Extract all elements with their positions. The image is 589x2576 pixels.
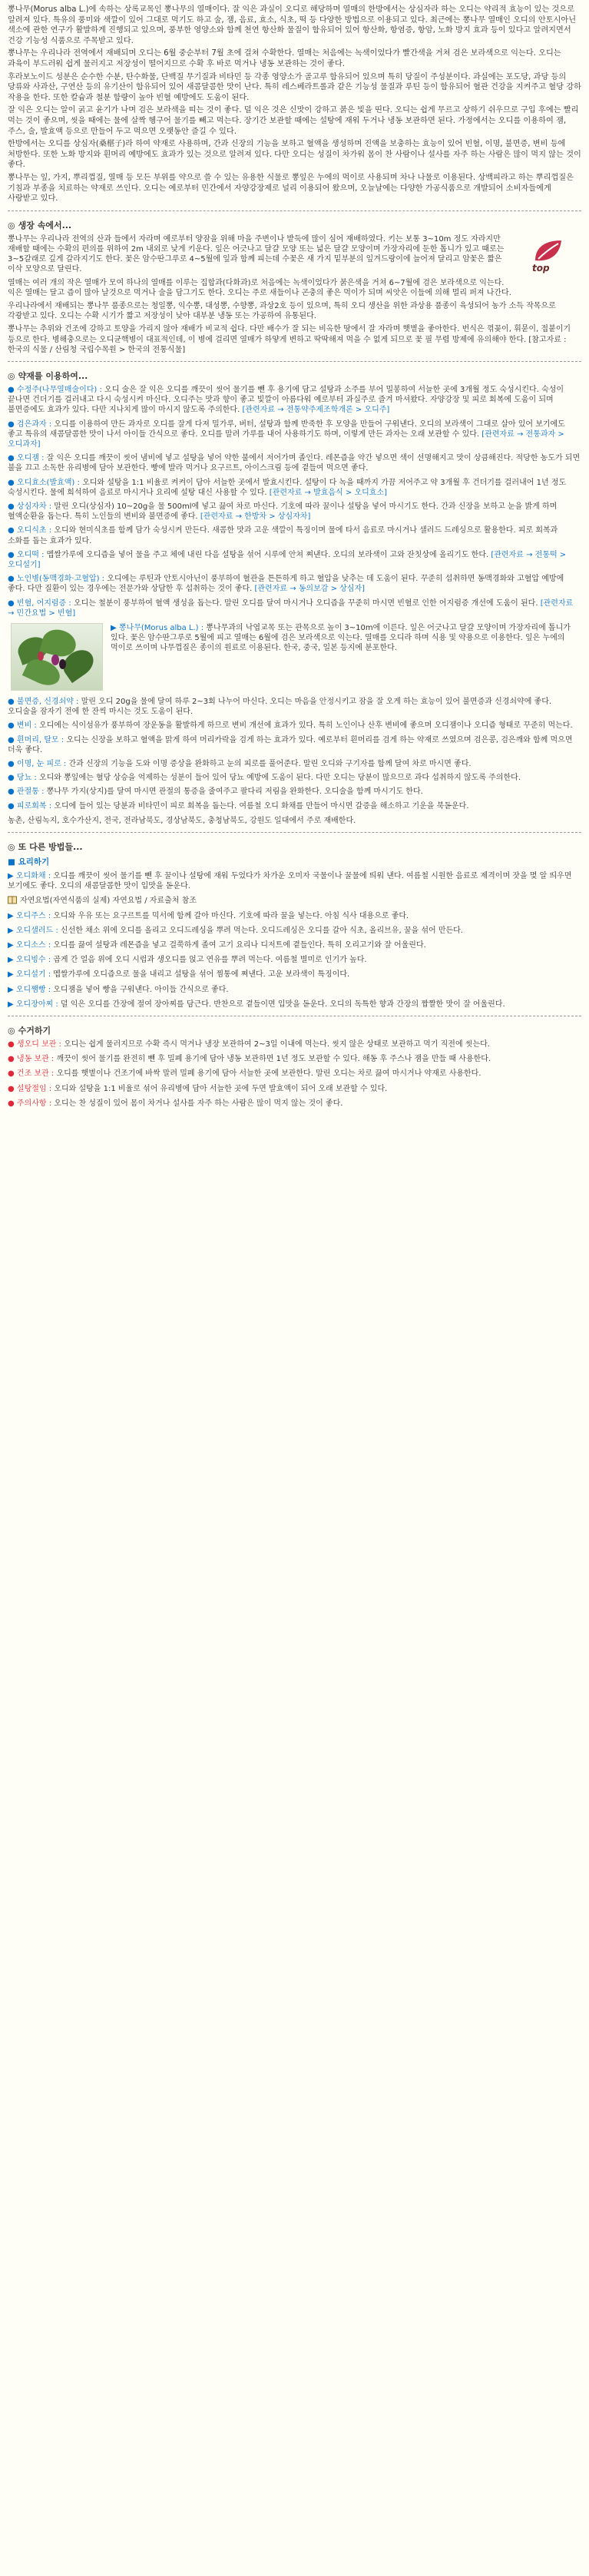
storage-item: ● 생오디 보관 : 오디는 쉽게 물러지므로 수확 즉시 먹거나 냉장 보관하여 2~3일 이내에 먹는다. 씻지 않은 상태로 보관하고 먹기 직전에 씻는다. — [8, 1040, 490, 1049]
entry-item: ● 오디효소(발효액) : 오디와 설탕을 1:1 비율로 켜켜이 담아 서늘한 곳에서 발효시킨다. 설탕이 다 녹을 때까지 가끔 저어주고 약 3개월 후 건더기를 걸러내어 1년 정도 숙성시킨다. 물에 희석하여 음료로 마시거나 요리에 설탕 대신 사용할 수 있다. [관련자료 → 발효음식 > 오디효소] — [8, 478, 567, 497]
book-icon — [8, 896, 17, 904]
bullet-icon: ◎ — [8, 220, 15, 230]
cooking-item: ▶ 오디주스 : 오디와 우유 또는 요구르트를 믹서에 함께 갈아 마신다. 기호에 따라 꿀을 넣는다. 아침 식사 대용으로 좋다. — [8, 911, 409, 920]
origin-paragraph: 우리나라에서 재배되는 뽕나무 품종으로는 청일뽕, 익수뽕, 대성뽕, 수향뽕, 과상2호 등이 있으며, 특히 오디 생산을 위한 과상용 품종이 육성되어 농가 소득 작목으로 각광받고 있다. 오디는 수확 시기가 짧고 저장성이 낮아 대부분 냉동 또는 가공하여 유통된다. — [8, 301, 556, 321]
plant-caption: ▶ 뽕나무(Morus alba L.) : 뽕나무과의 낙엽교목 또는 관목으로 높이 3~10m에 이른다. 잎은 어긋나고 달걀 모양이며 가장자리에 톱니가 있다. 꽃은 암수딴그루로 5월에 피고 열매는 6월에 검은 보라색으로 익는다. 열매를 오디라 하며 식용 및 약용으로 이용한다. 잎은 누에의 먹이로 쓰이며 나무껍질은 종이의 원료로 이용된다. 한국, 중국, 일본 등지에 분포한다. — [111, 623, 571, 653]
reference-link[interactable]: [관련자료 → 발효음식 > 오디효소] — [269, 488, 387, 497]
entry-item: ● 오디떡 : 멥쌀가루에 오디즙을 넣어 물을 주고 체에 내린 다음 설탕을 섞어 시루에 안쳐 쪄낸다. 오디의 보라색이 고와 잔칫상에 올리기도 한다. [관련자료 → 전통떡 > 오디설기] — [8, 550, 567, 569]
intro-section — [8, 5, 581, 204]
entry-item: ● 관절통 : 뽕나무 가지(상지)를 달여 마시면 관절의 통증을 줄여주고 팔다리 저림을 완화한다. 오디술을 함께 마시기도 한다. — [8, 787, 423, 797]
reference-link[interactable]: [관련자료 → 전통떡 > 오디설기] — [8, 550, 567, 569]
mulberry-plant-photo — [11, 623, 103, 691]
entries-list-2 — [8, 697, 581, 811]
entry-item: ● 피로회복 : 오디에 들어 있는 당분과 비타민이 피로 회복을 돕는다. 여름철 오디 화채를 만들어 마시면 갈증을 해소하고 기운을 북돋운다. — [8, 801, 469, 811]
reference-note: 자연요법(자연식품의 실제) 자연요법 / 자료출처 참조 — [8, 896, 581, 906]
entries-title: ◎ 약재를 이용하여... — [8, 370, 88, 381]
intro-paragraph: 뽕나무는 잎, 가지, 뿌리껍질, 열매 등 모든 부위를 약으로 쓸 수 있는 유용한 식물로 뽕잎은 누에의 먹이로 사용되며 차나 나물로 이용된다. 상백피라고 하는 뿌리껍질은 기침과 부종을 치료하는 약재로 쓰인다. 오디는 예로부터 민간에서 자양강장제로 널리 이용되어 왔으며, 오늘날에는 다양한 가공식품으로 개발되어 소비자들에게 사랑받고 있다. — [8, 173, 574, 204]
intro-paragraph: 잘 익은 오디는 알이 굵고 윤기가 나며 검은 보라색을 띠는 것이 좋다. 덜 익은 것은 신맛이 강하고 붉은 빛을 띤다. 오디는 쉽게 무르고 상하기 쉬우므로 구입 후에는 빨리 먹는 것이 좋으며, 씻을 때에는 물에 살짝 헹구어 물기를 빼고 먹는다. 장기간 보관할 때에는 설탕에 재워 두거나 냉동 보관하면 된다. 가정에서는 오디를 이용하여 잼, 주스, 술, 발효액 등으로 만들어 두고 먹으면 오랫동안 즐길 수 있다. — [8, 106, 579, 136]
bullet-icon: ◎ — [8, 370, 15, 381]
reference-link[interactable]: [관련자료 → 민간요법 > 빈혈] — [8, 598, 574, 618]
entry-item: ● 이명, 눈 피로 : 간과 신장의 기능을 도와 이명 증상을 완화하고 눈의 피로를 풀어준다. 말린 오디와 구기자를 함께 달여 차로 마시면 좋다. — [8, 760, 472, 768]
origin-section — [8, 234, 581, 355]
entry-item: ● 수정주(나무열매술이다) : 오디 술은 잘 익은 오디를 깨끗이 씻어 물기를 뺀 후 용기에 담고 설탕과 소주를 부어 밀봉하여 서늘한 곳에 3개월 정도 숙성시킨다. 숙성이 끝나면 건더기를 걸러내고 다시 숙성시켜 마신다. 오디주는 맛과 향이 좋고 빛깔이 아름다워 예로부터 과실주로 즐겨 마셔왔다. 자양강장 및 피로 회복에 도움이 되며 불면증에도 효과가 있다. 다만 지나치게 많이 마시지 않도록 주의한다. [관련자료 → 전통약주제조학개론 > 오디주] — [8, 385, 564, 415]
entry-item: ● 노인병(동맥경화·고혈압) : 오디에는 루틴과 안토시아닌이 풍부하여 혈관을 튼튼하게 하고 혈압을 낮추는 데 도움이 된다. 꾸준히 섭취하면 동맥경화와 고혈압 예방에 좋다. 다만 질환이 있는 경우에는 전문가와 상담한 후 섭취하는 것이 좋다. [관련자료 → 동의보감 > 상심자] — [8, 575, 564, 594]
intro-paragraph: 한방에서는 오디를 상심자(桑椹子)라 하여 약재로 사용하며, 간과 신장의 기능을 보하고 혈액을 생성하며 진액을 보충하는 효능이 있어 빈혈, 이명, 불면증, 변비 등에 처방한다. 또한 노화 방지와 흰머리 예방에도 효과가 있는 것으로 알려져 있다. 다만 오디는 성질이 차가워 몸이 찬 사람이나 설사를 자주 하는 사람은 많이 먹지 않는 것이 좋다. — [8, 140, 581, 170]
entry-item: ● 흰머리, 탈모 : 오디는 신장을 보하고 혈액을 맑게 하여 머리카락을 검게 하는 효과가 있다. 예로부터 흰머리를 검게 하는 약재로 쓰였으며 검은콩, 검은깨와 함께 먹으면 더욱 좋다. — [8, 735, 573, 754]
region-note: 농촌, 산림녹지, 호수가산지, 전국, 전라남북도, 경상남북도, 충청남북도, 강원도 일대에서 주로 재배한다. — [8, 816, 356, 825]
plant-image-block — [8, 623, 581, 691]
storage-list — [8, 1039, 581, 1109]
reference-link[interactable]: [관련자료 → 전통약주제조학개론 > 오디주] — [242, 406, 390, 415]
cooking-item: ▶ 오디장아찌 : 덜 익은 오디를 간장에 절여 장아찌를 담근다. 반찬으로 곁들이면 입맛을 돋운다. 오디의 독특한 향과 간장의 짭짤한 맛이 잘 어울린다. — [8, 1000, 505, 1009]
entry-item: ● 당뇨 : 오디와 뽕잎에는 혈당 상승을 억제하는 성분이 들어 있어 당뇨 예방에 도움이 된다. 다만 오디는 당분이 많으므로 과다 섭취하지 않도록 주의한다. — [8, 774, 521, 783]
divider — [8, 832, 581, 833]
entry-item: ● 빈혈, 어지럼증 : 오디는 철분이 풍부하여 혈액 생성을 돕는다. 말린 오디를 달여 마시거나 오디즙을 꾸준히 마시면 빈혈로 인한 어지럼증 개선에 도움이 된다. [관련자료 → 민간요법 > 빈혈] — [8, 598, 574, 618]
reference-link[interactable]: [관련자료 → 한방차 > 상심자차] — [200, 512, 311, 522]
divider — [8, 361, 581, 362]
storage-item: ● 설탕절임 : 오디와 설탕을 1:1 비율로 섞어 유리병에 담아 서늘한 곳에 두면 발효액이 되어 오래 보관할 수 있다. — [8, 1084, 388, 1093]
intro-paragraph: 뽕나무(Morus alba L.)에 속하는 상록교목인 뽕나무의 열매이다. 잘 익은 과실이 오디로 해당하며 열매의 한방에서는 상심자라 하는 오디는 약리적 효능이 있는 것으로 알려져 있다. 특유의 풍미와 색깔이 있어 그대로 먹기도 하고 술, 잼, 음료, 효소, 식초, 떡 등 다양한 방법으로 이용되고 있다. 최근에는 뽕나무 열매인 오디의 안토시아닌 색소에 관한 연구가 활발하게 진행되고 있으며, 풍부한 영양소와 함께 천연 항산화 물질이 함유되어 있어 항산화, 항염증, 항암, 노화 방지 효과 등이 있다고 알려지면서 건강 기능성 식품으로 주목받고 있다. — [8, 5, 577, 45]
intro-paragraph: 후라보노이드 성분은 순수한 수분, 탄수화물, 단백질 무기질과 비타민 등 각종 영양소가 골고루 함유되어 있으며 특히 당질이 주성분이다. 과실에는 포도당, 과당 등의 당류와 사과산, 구연산 등의 유기산이 함유되어 있어 새콤달콤한 맛이 난다. 특히 레스베라트롤과 같은 기능성 물질과 루틴 등이 함유되어 혈관 건강을 지켜주고 혈당 강하 작용을 한다. 또한 칼슘과 철분 함량이 높아 빈혈 예방에도 도움이 된다. — [8, 72, 581, 102]
cooking-list — [8, 871, 581, 1010]
storage-title: ◎ 수거하기 — [8, 1026, 51, 1036]
storage-item: ● 냉동 보관 : 깨끗이 씻어 물기를 완전히 뺀 후 밀폐 용기에 담아 냉동 보관하면 1년 정도 보관할 수 있다. 해동 후 주스나 잼을 만들 때 사용한다. — [8, 1055, 491, 1064]
cooking-item: ▶ 오디빙수 : 곱게 간 얼음 위에 오디 시럽과 생오디를 얹고 연유를 뿌려 먹는다. 여름철 별미로 인기가 높다. — [8, 956, 367, 965]
other-methods-title: ◎ 또 다른 방법들... — [8, 842, 83, 853]
entry-item: ● 오디식초 : 오디와 현미식초를 함께 담가 숙성시켜 만든다. 새콤한 맛과 고운 색깔이 특징이며 물에 타서 음료로 마시거나 샐러드 드레싱으로 활용한다. 피로 회복과 소화를 돕는 효과가 있다. — [8, 526, 558, 545]
page — [0, 0, 589, 1109]
cooking-item: ▶ 오디화채 : 오디를 깨끗이 씻어 물기를 뺀 후 꿀이나 설탕에 재워 두었다가 차가운 오미자 국물이나 꿀물에 띄워 낸다. 여름철 시원한 음료로 제격이며 잣을 몇 알 띄우면 보기에도 좋다. 오디의 새콤달콤한 맛이 입맛을 돋운다. — [8, 872, 572, 891]
leaf-logo-icon — [531, 237, 564, 265]
brand-logo — [524, 236, 571, 276]
cooking-item: ▶ 오디소스 : 오디를 끓여 설탕과 레몬즙을 넣고 걸쭉하게 졸여 고기 요리나 디저트에 곁들인다. 특히 오리고기와 잘 어울린다. — [8, 941, 426, 950]
cooking-item: ▶ 오디샐러드 : 신선한 채소 위에 오디를 올리고 오디드레싱을 뿌려 먹는다. 오디드레싱은 오디를 갈아 식초, 올리브유, 꿀을 섞어 만든다. — [8, 926, 463, 935]
entries-list — [8, 385, 581, 618]
cooking-subheading: ■ 요리하기 — [8, 857, 50, 867]
storage-item: ● 건조 보관 : 오디를 햇볕이나 건조기에 바싹 말려 밀폐 용기에 담아 서늘한 곳에 보관한다. 말린 오디는 차로 끓여 마시거나 약재로 사용한다. — [8, 1069, 481, 1079]
intro-paragraph: 뽕나무는 우리나라 전역에서 재배되며 오디는 6월 중순부터 7월 초에 걸쳐 수확한다. 열매는 처음에는 녹색이었다가 빨간색을 거쳐 검은 보라색으로 익는다. 오디는 과육이 부드러워 쉽게 물러지고 저장성이 떨어지므로 수확 후 바로 먹거나 냉동 보관하는 것이 좋다. — [8, 49, 561, 68]
entry-item: ● 변비 : 오디에는 식이섬유가 풍부하여 장운동을 활발하게 하므로 변비 개선에 효과가 있다. 특히 노인이나 산후 변비에 좋으며 오디잼이나 오디즙 형태로 꾸준히 먹는다. — [8, 721, 573, 731]
origin-paragraph: 열매는 여러 개의 작은 열매가 모여 하나의 열매를 이루는 집합과(다화과)로 처음에는 녹색이었다가 붉은색을 거쳐 6~7월에 검은 보라색으로 익는다. 익은 열매는 달고 즙이 많아 날것으로 먹거나 술을 담그기도 한다. 오디는 주로 새들이나 곤충의 좋은 먹이가 되며 씨앗은 이들에 의해 멀리 퍼져 나간다. — [8, 278, 511, 297]
entry-item: ● 상심자차 : 말린 오디(상심자) 10~20g을 물 500ml에 넣고 끓여 차로 마신다. 기호에 따라 꿀이나 설탕을 넣어 마시기도 한다. 간과 신장을 보하고 눈을 밝게 하며 혈액순환을 돕는다. 특히 노인들의 변비와 불면증에 좋다. [관련자료 → 한방차 > 상심자차] — [8, 502, 558, 522]
bullet-icon: ◎ — [8, 842, 15, 853]
reference-link[interactable]: [관련자료 → 전통과자 > 오디과자] — [8, 429, 564, 449]
reference-link[interactable]: [관련자료 → 동의보감 > 상심자] — [254, 585, 366, 594]
bullet-icon: ◎ — [8, 1026, 15, 1036]
storage-item: ● 주의사항 : 오디는 찬 성질이 있어 몸이 차거나 설사를 자주 하는 사람은 많이 먹지 않는 것이 좋다. — [8, 1099, 343, 1108]
entry-item: ● 오디잼 : 잘 익은 오디를 깨끗이 씻어 냄비에 넣고 설탕을 넣어 약한 불에서 저어가며 졸인다. 레몬즙을 약간 넣으면 색이 선명해지고 맛이 상큼해진다. 적당한 농도가 되면 불을 끄고 소독한 유리병에 담아 보관한다. 빵에 발라 먹거나 요구르트, 아이스크림 등에 곁들여 먹으면 좋다. — [8, 454, 581, 473]
entry-item: ● 검은과자 : 오디를 이용하여 만든 과자로 오디를 잘게 다져 밀가루, 버터, 설탕과 함께 반죽한 후 모양을 만들어 구워낸다. 오디의 보라색이 그대로 살아 있어 보기에도 좋고 특유의 새콤달콤한 맛이 나서 아이들 간식으로 좋다. 오디를 말려 가루를 내어 사용하기도 하며, 이렇게 만든 과자는 오래 보관할 수 있다. [관련자료 → 전통과자 > 오디과자] — [8, 419, 565, 449]
logo-text: top — [532, 262, 550, 274]
entry-item: ● 불면증, 신경쇠약 : 말린 오디 20g을 물에 달여 하루 2~3회 나누어 마신다. 오디는 마음을 안정시키고 잠을 잘 오게 하는 효능이 있어 불면증과 신경쇠약에 좋다. 오디술을 잠자기 전에 한 잔씩 마시는 것도 도움이 된다. — [8, 697, 552, 717]
origin-paragraph: top 뽕나무는 우리나라 전역의 산과 들에서 자라며 예로부터 양잠을 위해 마을 주변이나 밭둑에 많이 심어 재배하였다. 키는 보통 3~10m 정도 자라지만 재배할 때에는 수확의 편의를 위하여 2m 내외로 낮게 키운다. 잎은 어긋나고 달걀 모양 또는 넓은 달걀 모양이며 가장자리에 둔한 톱니가 있고 때로는 3~5갈래로 깊게 갈라지기도 한다. 꽃은 암수딴그루로 4~5월에 잎과 함께 피는데 수꽃은 새 가지 밑부분의 잎겨드랑이에 늘어져 달리고 암꽃은 짧은 이삭 모양으로 달린다. — [8, 234, 581, 275]
origin-paragraph: 뽕나무는 추위와 건조에 강하고 토양을 가리지 않아 재배가 비교적 쉽다. 다만 배수가 잘 되는 비옥한 땅에서 잘 자라며 햇볕을 좋아한다. 번식은 꺾꽂이, 휘묻이, 접붙이기 등으로 한다. 병해충으로는 오디균핵병이 대표적인데, 이 병에 걸리면 열매가 하얗게 변하고 딱딱해져 먹을 수 없게 되므로 꽃 필 무렵 방제에 유의해야 한다. [참고자료 : 한국의 식물 / 산림청 국립수목원 > 한국의 전통식물] — [8, 325, 571, 354]
cooking-item: ▶ 오디쨈빵 : 오디잼을 넣어 빵을 구워낸다. 아이들 간식으로 좋다. — [8, 985, 229, 994]
origin-title: ◎ 생장 속에서... — [8, 220, 72, 230]
cooking-item: ▶ 오디설기 : 멥쌀가루에 오디즙으로 물을 내리고 설탕을 섞어 찜통에 쪄낸다. 고운 보라색이 특징이다. — [8, 970, 350, 980]
